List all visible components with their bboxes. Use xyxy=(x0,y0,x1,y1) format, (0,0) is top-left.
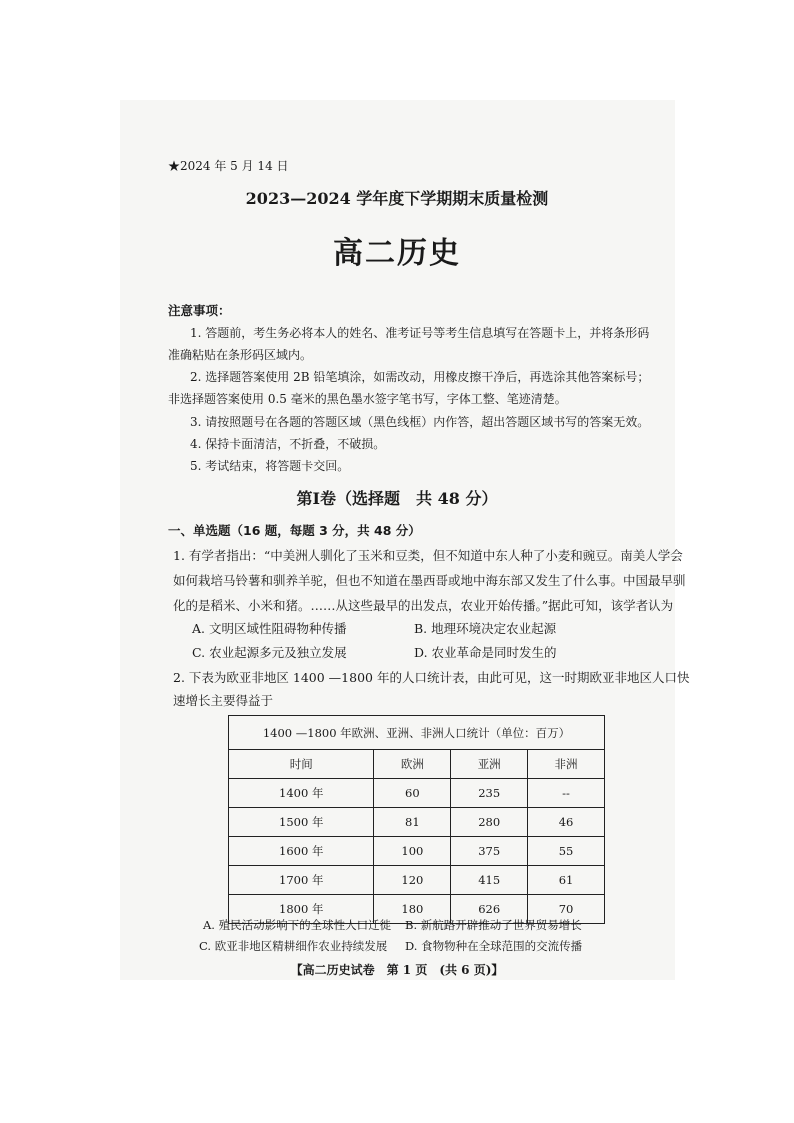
table-cell: 1500 年 xyxy=(229,808,374,837)
exam-subtitle: 2023—2024 学年度下学期期末质量检测 xyxy=(245,189,549,208)
column-header: 时间 xyxy=(229,750,374,779)
table-cell: 55 xyxy=(528,837,605,866)
table-cell: 81 xyxy=(374,808,451,837)
column-header: 亚洲 xyxy=(451,750,528,779)
exam-date: ★2024 年 5 月 14 日 xyxy=(168,159,289,173)
q2-option-a: A. 殖民活动影响下的全球性人口迁徙 xyxy=(203,918,392,932)
table-header-row xyxy=(229,750,605,779)
q2-option-b: B. 新航路开辟推动了世界贸易增长 xyxy=(405,918,582,932)
part-heading: 一、单选题（16 题，每题 3 分，共 48 分） xyxy=(168,523,421,538)
table-cell: 235 xyxy=(451,779,528,808)
table-cell: 1800 年 xyxy=(229,895,374,924)
q2-stem-line: 2. 下表为欧亚非地区 1400 —1800 年的人口统计表，由此可见，这一时期欧亚非地区人口快 xyxy=(173,670,690,685)
q1-stem-line: 如何栽培马铃薯和驯养羊驼，但也不知道在墨西哥或地中海东部又发生了什么事。中国最早驯 xyxy=(173,573,686,588)
table-row xyxy=(229,866,605,895)
table-cell: 180 xyxy=(374,895,451,924)
q2-option-d: D. 食物物种在全球范围的交流传播 xyxy=(405,939,583,953)
q1-option-a: A. 文明区域性阻碍物种传播 xyxy=(192,621,347,636)
table-cell: 415 xyxy=(451,866,528,895)
table-row xyxy=(229,779,605,808)
notice-line: 4. 保持卡面清洁，不折叠，不破损。 xyxy=(190,437,386,451)
notice-line: 5. 考试结束，将答题卡交回。 xyxy=(190,459,350,473)
table-cell: 70 xyxy=(528,895,605,924)
table-cell: 60 xyxy=(374,779,451,808)
q1-option-d: D. 农业革命是同时发生的 xyxy=(414,645,557,660)
exam-title: 高二历史 xyxy=(333,236,461,271)
table-cell: 46 xyxy=(528,808,605,837)
table-row xyxy=(229,837,605,866)
notice-line: 2. 选择题答案使用 2B 铅笔填涂，如需改动，用橡皮擦干净后，再选涂其他答案标号； xyxy=(190,370,650,384)
table-cell: 1700 年 xyxy=(229,866,374,895)
column-header: 欧洲 xyxy=(374,750,451,779)
table-cell: 61 xyxy=(528,866,605,895)
table-cell: 100 xyxy=(374,837,451,866)
table-cell: 375 xyxy=(451,837,528,866)
column-header: 非洲 xyxy=(528,750,605,779)
q2-option-c: C. 欧亚非地区精耕细作农业持续发展 xyxy=(199,939,388,953)
page-footer: 【高二历史试卷 第 1 页 (共 6 页)】 xyxy=(290,963,504,977)
table-caption: 1400 —1800 年欧洲、亚洲、非洲人口统计（单位：百万） xyxy=(229,716,605,750)
table-cell: 280 xyxy=(451,808,528,837)
table-cell: 1400 年 xyxy=(229,779,374,808)
q1-option-c: C. 农业起源多元及独立发展 xyxy=(192,645,347,660)
notice-line: 3. 请按照题号在各题的答题区域（黑色线框）内作答，超出答题区域书写的答案无效。 xyxy=(190,415,650,429)
table-row xyxy=(229,808,605,837)
notice-line: 非选择题答案使用 0.5 毫米的黑色墨水签字笔书写，字体工整、笔迹清楚。 xyxy=(168,392,567,406)
q1-stem-line: 化的是稻米、小米和猪。……从这些最早的出发点，农业开始传播。”据此可知，该学者认为 xyxy=(173,598,674,613)
section-title: 第Ⅰ卷（选择题 共 48 分） xyxy=(296,489,498,508)
table-cell: 626 xyxy=(451,895,528,924)
notice-heading: 注意事项： xyxy=(168,303,231,318)
notice-line: 1. 答题前，考生务必将本人的姓名、准考证号等考生信息填写在答题卡上，并将条形码 xyxy=(190,326,650,340)
notice-line: 准确粘贴在条形码区域内。 xyxy=(168,348,313,362)
table-cell: 1600 年 xyxy=(229,837,374,866)
q1-option-b: B. 地理环境决定农业起源 xyxy=(414,621,557,636)
q2-stem-line: 速增长主要得益于 xyxy=(173,693,274,708)
population-table xyxy=(228,715,605,924)
q1-stem-line: 1. 有学者指出：“中美洲人驯化了玉米和豆类，但不知道中东人种了小麦和豌豆。南美人学会 xyxy=(173,548,683,563)
table-cell: 120 xyxy=(374,866,451,895)
table-cell: -- xyxy=(528,779,605,808)
